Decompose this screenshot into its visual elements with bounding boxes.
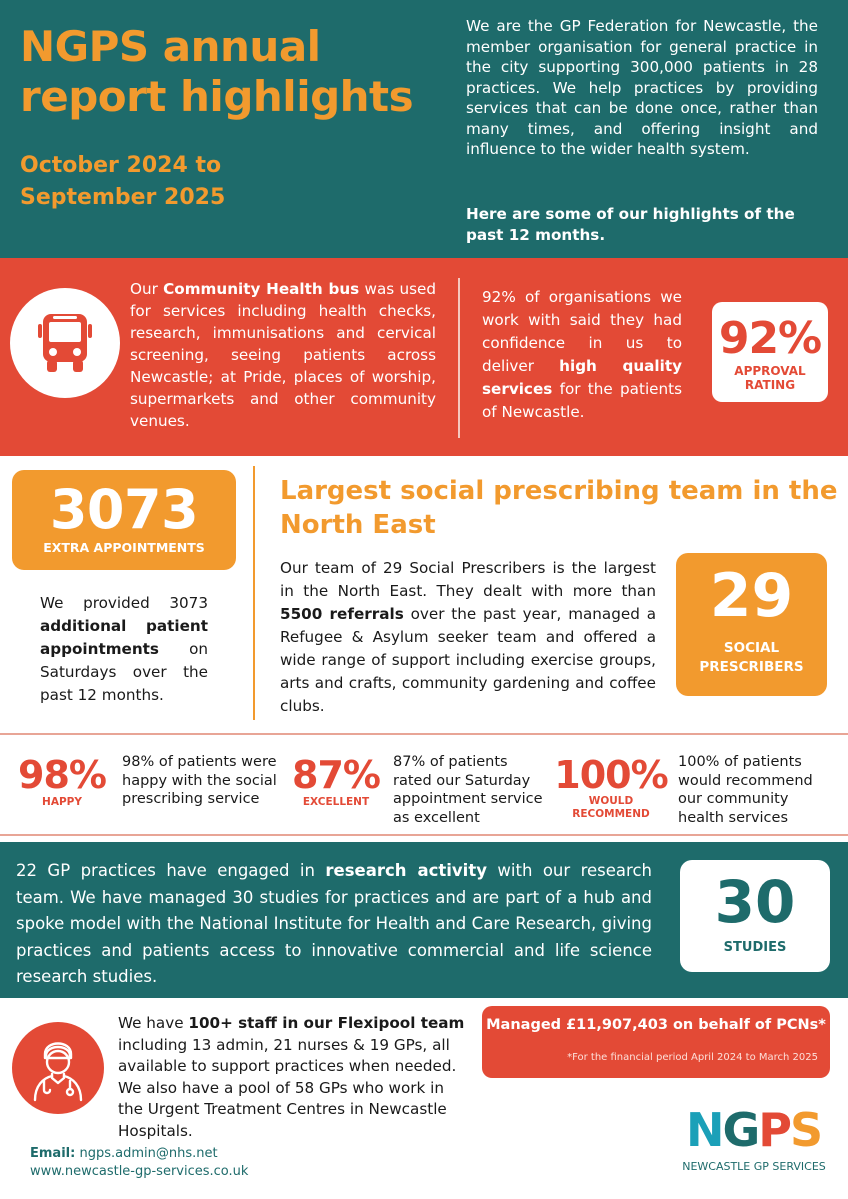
stat-excellent-label: EXCELLENT (302, 796, 370, 808)
appointments-stat-card (12, 470, 236, 570)
approval-value: 92% (718, 313, 822, 364)
appointments-paragraph: We provided 3073 additional patient appointments on Saturdays over the past 12 months. (40, 594, 208, 704)
appointments-value: 3073 (49, 478, 199, 541)
referrals-bold-text: 5500 referrals (280, 605, 404, 623)
social-prescribing-paragraph: Our team of 29 Social Prescribers is the largest in the North East. They dealt with more than 5500 referrals over the past year, managed a Refugee & Asylum seeker team and offered a wide range of support including exercise groups, arts and crafts, community gardening and coffee clubs. (280, 559, 656, 715)
email-label: Email: (30, 1146, 76, 1161)
red-divider (458, 278, 460, 438)
page-title: NGPS annual report highlights (20, 22, 414, 121)
pcn-footnote: *For the financial period April 2024 to March 2025 (567, 1052, 818, 1063)
date-range: October 2024 to September 2025 (20, 153, 226, 210)
bus-bold-text: Community Health bus (163, 280, 360, 298)
logo-subtitle: NEWCASTLE GP SERVICES (682, 1160, 826, 1173)
social-prescribers-value: 29 (709, 561, 794, 631)
appointments-bold-text: additional patient appointments (40, 617, 208, 658)
studies-value: 30 (714, 868, 796, 936)
stat-happy-label: HAPPY (42, 796, 82, 808)
doctor-icon-circle (12, 1022, 104, 1114)
stat-happy-value: 98% (18, 753, 106, 797)
approval-label: APPROVAL RATING (734, 364, 806, 392)
stat-recommend-desc: 100% of patients would recommend our community health services (678, 754, 813, 826)
research-bold-text: research activity (325, 861, 487, 880)
website-link[interactable]: www.newcastle-gp-services.co.uk (30, 1164, 249, 1179)
logo-wordmark: NGPS (686, 1103, 822, 1157)
intro-paragraph: We are the GP Federation for Newcastle, the member organisation for general practice in the city supporting 300,000 patients in 28 practices. We help practices by providing services that can be done once, rather than many times, and offering insight and influence to the wider health system. (466, 17, 818, 158)
flexipool-bold-text: 100+ staff in our Flexipool team (188, 1014, 465, 1032)
stat-happy-desc: 98% of patients were happy with the social prescribing service (122, 754, 277, 807)
appointments-label: EXTRA APPOINTMENTS (43, 540, 205, 555)
email-link[interactable]: ngps.admin@nhs.net (79, 1146, 218, 1161)
ngps-logo (674, 1102, 834, 1178)
research-paragraph: 22 GP practices have engaged in research activity with our research team. We have managed 30 studies for practices and are part of a hub and spoke model with the National Institute for Health and Care Research, giving practices and patients access to innovative commercial and life science research studies. (16, 861, 652, 986)
social-prescribers-stat-card (676, 553, 827, 696)
bus-paragraph: Our Community Health bus was used for services including health checks, research, immunisations and cervical screening, seeing patients across Newcastle; at Pride, places of worship, supermarkets and other community venues. (130, 280, 437, 430)
social-prescribing-heading: Largest social prescribing team in the North East (280, 476, 838, 540)
confidence-paragraph: 92% of organisations we work with said they had confidence in us to deliver high quality services for the patients of Newcastle. (482, 288, 683, 421)
stat-recommend-value: 100% (554, 753, 668, 797)
approval-stat-card (712, 302, 828, 402)
studies-stat-card (680, 860, 830, 972)
pcn-funding-box (482, 1006, 830, 1078)
doctor-icon (30, 1034, 86, 1102)
stat-excellent-value: 87% (292, 753, 380, 797)
middle-divider (253, 466, 255, 720)
social-prescribers-label: SOCIAL PRESCRIBERS (699, 640, 804, 675)
flexipool-paragraph: We have 100+ staff in our Flexipool team including 13 admin, 21 nurses & 19 GPs, all available to support practices when needed. We also have a pool of 58 GPs who work in the Urgent Treatment Centres in Newcastle Hospitals. (118, 1014, 465, 1140)
bus-icon-circle (10, 288, 120, 398)
stat-recommend-label: WOULD RECOMMEND (572, 795, 650, 820)
studies-label: STUDIES (723, 940, 787, 955)
highlights-line: Here are some of our highlights of the past 12 months. (466, 205, 795, 244)
contact-block (30, 1145, 430, 1181)
stat-excellent-desc: 87% of patients rated our Saturday appointment service as excellent (393, 754, 543, 826)
pcn-funding-text: Managed £11,907,403 on behalf of PCNs* (486, 1017, 826, 1033)
confidence-bold-text: high quality services (482, 357, 683, 398)
bus-icon (35, 310, 95, 376)
